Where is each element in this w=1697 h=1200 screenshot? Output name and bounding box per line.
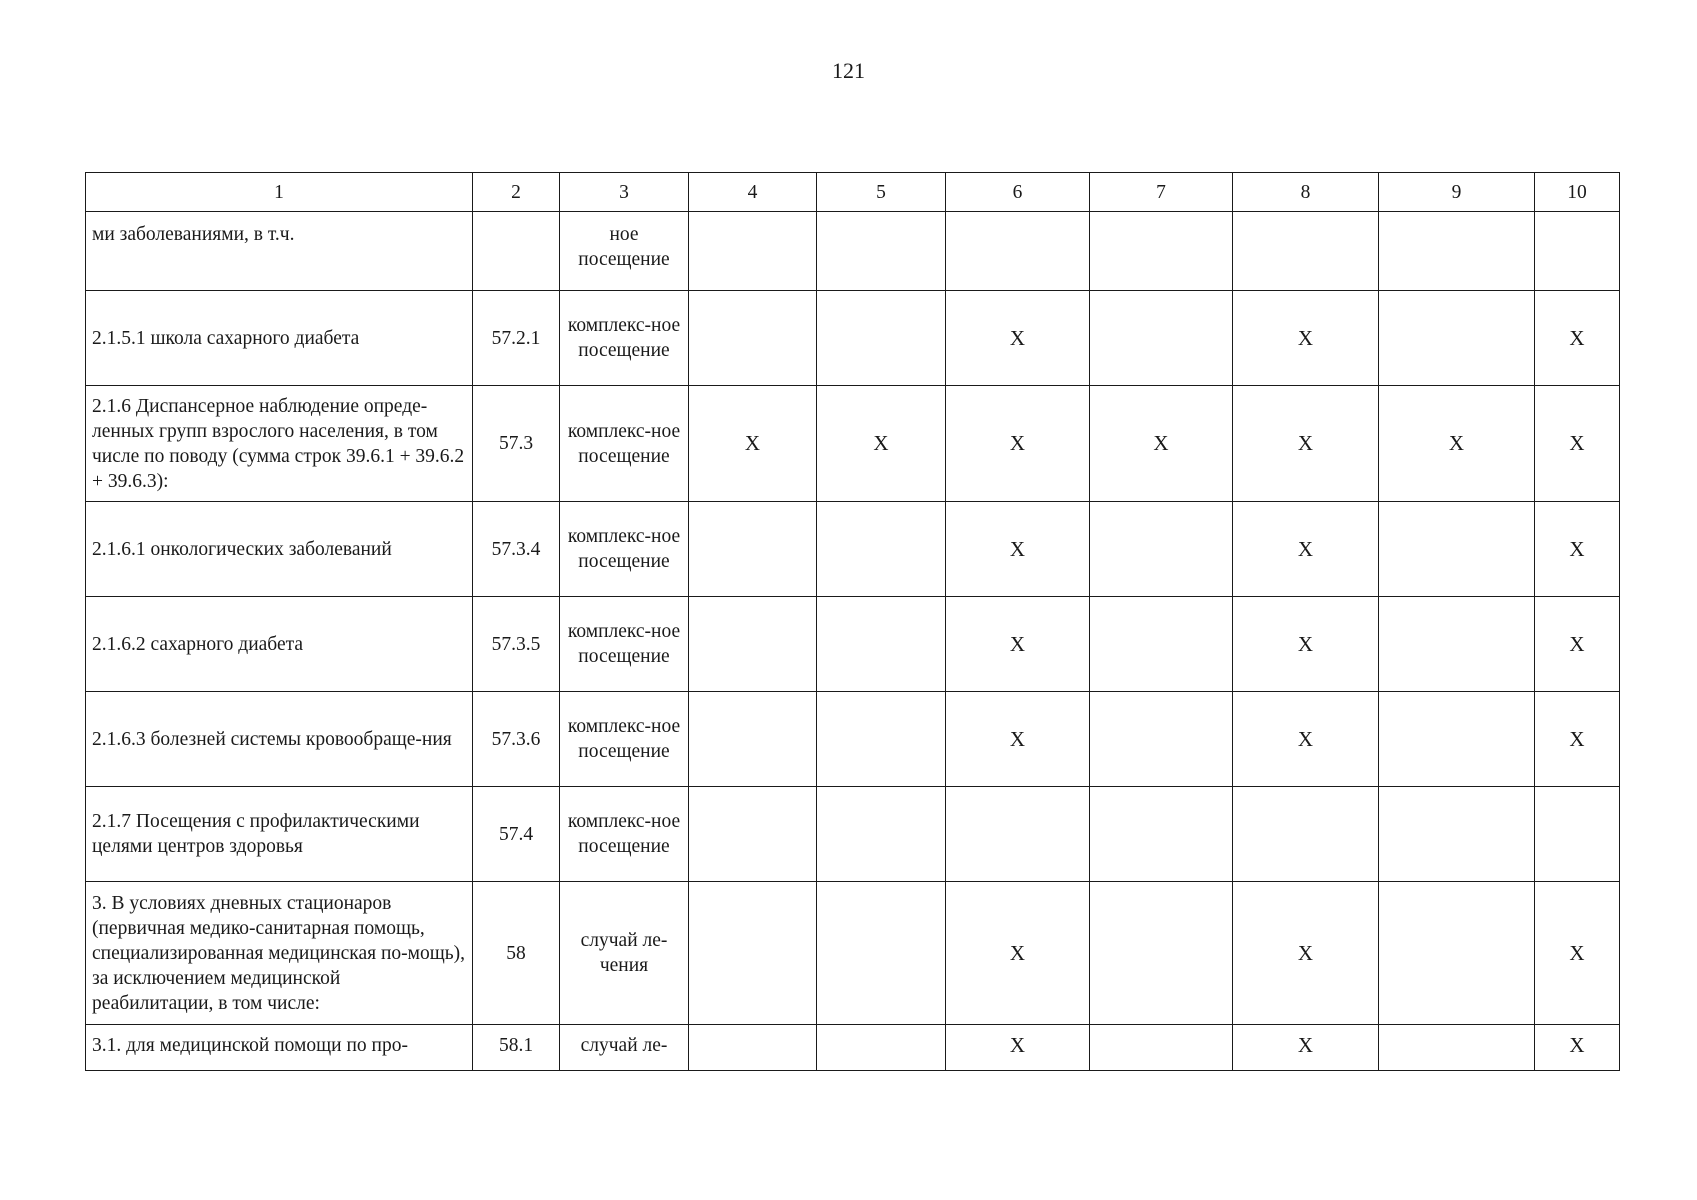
row-code: 57.4 xyxy=(473,787,560,882)
row-name: 2.1.6 Диспансерное наблюдение опреде-ленных групп взрослого населения, в том числе по поводу (сумма строк 39.6.1 + 39.6.2 + 39.6.3): xyxy=(86,386,473,502)
cell-mark xyxy=(1090,502,1233,597)
row-name: 2.1.5.1 школа сахарного диабета xyxy=(86,291,473,386)
table-row xyxy=(86,882,1620,1025)
cell-mark xyxy=(817,291,946,386)
table-row xyxy=(86,212,1620,291)
cell-mark: X xyxy=(1535,291,1620,386)
row-unit: ное посещение xyxy=(560,212,689,291)
cell-mark: X xyxy=(946,882,1090,1025)
row-name: 2.1.6.3 болезней системы кровообраще-ния xyxy=(86,692,473,787)
cell-mark: X xyxy=(1233,502,1379,597)
column-header: 10 xyxy=(1535,173,1620,212)
table-header-row xyxy=(86,173,1620,212)
column-header: 5 xyxy=(817,173,946,212)
cell-mark xyxy=(1090,882,1233,1025)
cell-mark xyxy=(817,1025,946,1071)
row-unit: случай ле-чения xyxy=(560,882,689,1025)
cell-mark xyxy=(689,1025,817,1071)
row-name: 2.1.6.1 онкологических заболеваний xyxy=(86,502,473,597)
cell-mark: X xyxy=(946,692,1090,787)
cell-mark xyxy=(817,692,946,787)
cell-mark: X xyxy=(1535,882,1620,1025)
column-header: 8 xyxy=(1233,173,1379,212)
cell-mark: X xyxy=(1233,882,1379,1025)
column-header: 3 xyxy=(560,173,689,212)
column-header: 7 xyxy=(1090,173,1233,212)
cell-mark xyxy=(817,212,946,291)
row-name: ми заболеваниями, в т.ч. xyxy=(86,212,473,291)
cell-mark xyxy=(817,787,946,882)
cell-mark xyxy=(1090,212,1233,291)
row-name: 2.1.6.2 сахарного диабета xyxy=(86,597,473,692)
cell-mark xyxy=(817,502,946,597)
column-header: 9 xyxy=(1379,173,1535,212)
cell-mark xyxy=(689,212,817,291)
cell-mark xyxy=(1090,692,1233,787)
cell-mark: X xyxy=(689,386,817,502)
cell-mark: X xyxy=(1379,386,1535,502)
cell-mark: X xyxy=(1233,692,1379,787)
row-unit: комплекс-ное посещение xyxy=(560,502,689,597)
cell-mark xyxy=(1379,882,1535,1025)
row-code: 57.3.4 xyxy=(473,502,560,597)
cell-mark xyxy=(1090,291,1233,386)
cell-mark: X xyxy=(1535,597,1620,692)
table-row xyxy=(86,291,1620,386)
cell-mark xyxy=(1233,787,1379,882)
row-code xyxy=(473,212,560,291)
cell-mark xyxy=(1379,502,1535,597)
row-unit: комплекс-ное посещение xyxy=(560,692,689,787)
cell-mark xyxy=(946,787,1090,882)
table-row xyxy=(86,692,1620,787)
cell-mark xyxy=(1535,787,1620,882)
row-name: 3. В условиях дневных стационаров (первичная медико-санитарная помощь, специализированная медицинская по-мощь), за исключением медицинской реабилитации, в том числе: xyxy=(86,882,473,1025)
cell-mark xyxy=(689,502,817,597)
cell-mark xyxy=(1090,787,1233,882)
cell-mark: X xyxy=(946,386,1090,502)
row-name: 3.1. для медицинской помощи по про- xyxy=(86,1025,473,1071)
column-header: 6 xyxy=(946,173,1090,212)
row-unit: комплекс-ное посещение xyxy=(560,291,689,386)
cell-mark xyxy=(1379,787,1535,882)
cell-mark: X xyxy=(1535,386,1620,502)
cell-mark xyxy=(1379,692,1535,787)
cell-mark xyxy=(689,692,817,787)
cell-mark xyxy=(1379,212,1535,291)
cell-mark: X xyxy=(1090,386,1233,502)
row-code: 57.2.1 xyxy=(473,291,560,386)
row-code: 58.1 xyxy=(473,1025,560,1071)
cell-mark xyxy=(1379,1025,1535,1071)
cell-mark xyxy=(1090,1025,1233,1071)
cell-mark: X xyxy=(1233,291,1379,386)
cell-mark xyxy=(817,597,946,692)
data-table xyxy=(85,172,1620,1071)
cell-mark xyxy=(1379,291,1535,386)
table-row xyxy=(86,386,1620,502)
table-row xyxy=(86,597,1620,692)
cell-mark: X xyxy=(946,597,1090,692)
cell-mark xyxy=(689,882,817,1025)
row-code: 58 xyxy=(473,882,560,1025)
cell-mark xyxy=(1090,597,1233,692)
cell-mark: X xyxy=(946,291,1090,386)
cell-mark: X xyxy=(817,386,946,502)
cell-mark xyxy=(1233,212,1379,291)
cell-mark: X xyxy=(1233,386,1379,502)
cell-mark: X xyxy=(1233,1025,1379,1071)
column-header: 1 xyxy=(86,173,473,212)
cell-mark xyxy=(689,787,817,882)
column-header: 4 xyxy=(689,173,817,212)
table-row xyxy=(86,502,1620,597)
table-row xyxy=(86,1025,1620,1071)
column-header: 2 xyxy=(473,173,560,212)
row-unit: комплекс-ное посещение xyxy=(560,386,689,502)
cell-mark xyxy=(689,291,817,386)
row-name: 2.1.7 Посещения с профилактическими целями центров здоровья xyxy=(86,787,473,882)
row-unit: комплекс-ное посещение xyxy=(560,787,689,882)
row-unit: комплекс-ное посещение xyxy=(560,597,689,692)
cell-mark xyxy=(1535,212,1620,291)
row-code: 57.3 xyxy=(473,386,560,502)
page-number: 121 xyxy=(832,58,865,83)
row-code: 57.3.5 xyxy=(473,597,560,692)
cell-mark xyxy=(689,597,817,692)
cell-mark xyxy=(817,882,946,1025)
cell-mark: X xyxy=(1535,502,1620,597)
cell-mark: X xyxy=(1535,1025,1620,1071)
row-unit: случай ле- xyxy=(560,1025,689,1071)
cell-mark: X xyxy=(946,502,1090,597)
cell-mark: X xyxy=(1535,692,1620,787)
cell-mark: X xyxy=(946,1025,1090,1071)
cell-mark xyxy=(946,212,1090,291)
cell-mark: X xyxy=(1233,597,1379,692)
cell-mark xyxy=(1379,597,1535,692)
row-code: 57.3.6 xyxy=(473,692,560,787)
table-row xyxy=(86,787,1620,882)
